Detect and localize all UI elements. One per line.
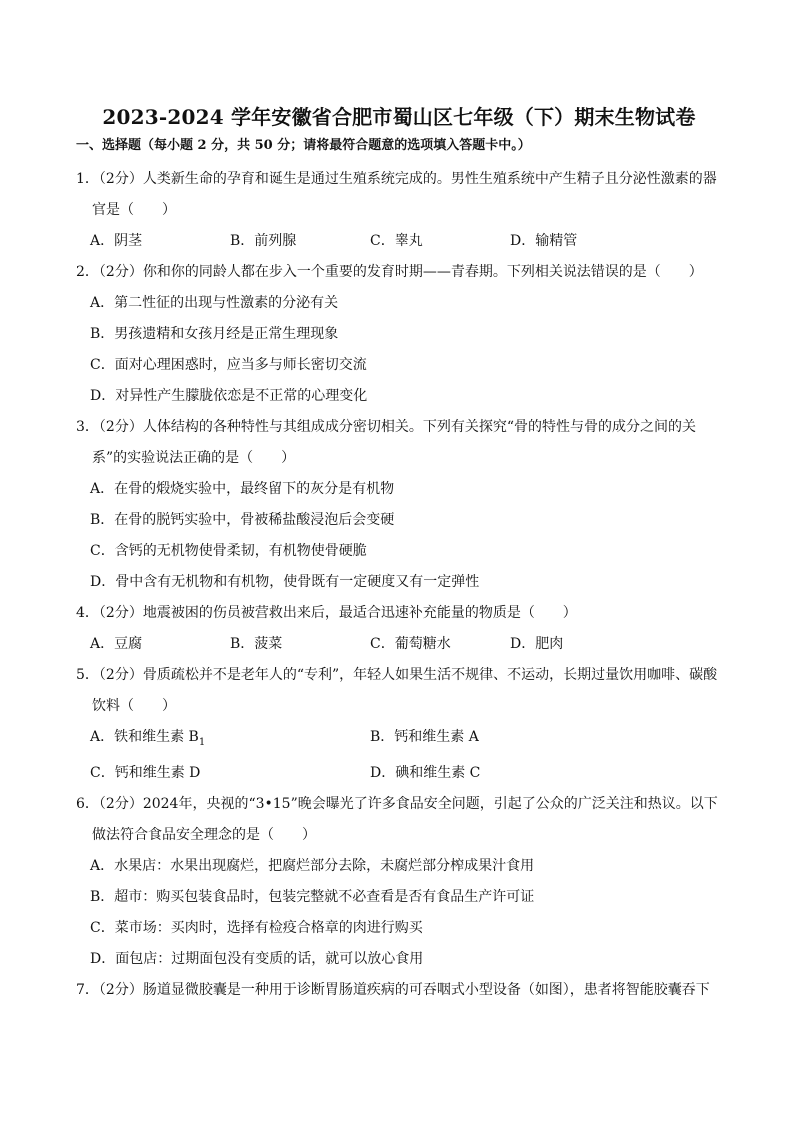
option-a: A．第二性征的出现与性激素的分泌有关 <box>90 295 339 311</box>
question-3 <box>76 412 722 598</box>
option-a-text: A．铁和维生素 B <box>90 729 199 745</box>
option-b: B．前列腺 <box>230 233 297 249</box>
option-d: D．碘和维生素 C <box>370 764 481 781</box>
question-1 <box>76 164 722 257</box>
options-row <box>76 629 722 660</box>
option-a: A．水果店：水果出现腐烂，把腐烂部分去除，未腐烂部分榨成果汁食用 <box>90 857 535 874</box>
options-list <box>76 288 722 412</box>
question-stem: 5．（2分）骨质疏松并不是老年人的“专利”，年轻人如果生活不规律、不运动，长期过量饮用咖啡、碳酸饮料（ ） <box>76 667 718 714</box>
options-grid <box>76 722 722 789</box>
question-stem: 7．（2分）肠道显微胶囊是一种用于诊断胃肠道疾病的可吞咽式小型设备（如图），患者将智能胶囊吞下 <box>76 981 710 998</box>
option-d: D．对异性产生朦胧依恋是不正常的心理变化 <box>90 388 368 404</box>
question-2 <box>76 257 722 412</box>
option-a: A．阴茎 <box>90 233 143 249</box>
question-6 <box>76 789 722 975</box>
question-stem: 1．（2分）人类新生命的孕育和诞生是通过生殖系统完成的。男性生殖系统中产生精子且分泌性激素的器官是（ ） <box>76 171 717 218</box>
option-b: B．菠菜 <box>230 636 283 652</box>
question-5 <box>76 660 722 789</box>
question-stem: 4．（2分）地震被困的伤员被营救出来后，最适合迅速补充能量的物质是（ ） <box>76 605 577 621</box>
subscript: 1 <box>198 736 206 748</box>
options-list <box>76 851 722 975</box>
question-stem: 6．（2分）2024年，央视的“3•15”晚会曝光了许多食品安全问题，引起了公众的广泛关注和热议。以下做法符合食品安全理念的是（ ） <box>76 795 718 843</box>
question-7 <box>76 975 722 1006</box>
option-b: B．钙和维生素 A <box>370 729 479 745</box>
option-c: C．含钙的无机物使骨柔韧，有机物使骨硬脆 <box>90 543 367 559</box>
option-c: C．钙和维生素 D <box>90 764 201 781</box>
option-b: B．男孩遗精和女孩月经是正常生理现象 <box>90 326 339 342</box>
option-c: C．菜市场：买肉时，选择有检疫合格章的肉进行购买 <box>90 919 423 936</box>
option-a: A．在骨的煅烧实验中，最终留下的灰分是有机物 <box>90 481 395 497</box>
options-list <box>76 474 722 598</box>
option-d: D．肥肉 <box>510 636 564 652</box>
option-b: B．超市：购买包装食品时，包装完整就不必查看是否有食品生产许可证 <box>90 888 535 905</box>
section-heading: 一、选择题（每小题 2 分，共 50 分；请将最符合题意的选项填入答题卡中。） <box>76 138 531 153</box>
question-4 <box>76 598 722 660</box>
option-d: D．骨中含有无机物和有机物，使骨既有一定硬度又有一定弹性 <box>90 574 480 590</box>
options-row <box>76 226 722 257</box>
option-a: A．豆腐 <box>90 636 143 652</box>
option-c: C．睾丸 <box>370 233 423 249</box>
option-d: D．面包店：过期面包没有变质的话，就可以放心食用 <box>90 950 424 967</box>
option-d: D．输精管 <box>510 233 578 249</box>
option-c: C．面对心理困惑时，应当多与师长密切交流 <box>90 357 367 373</box>
option-c: C．葡萄糖水 <box>370 636 451 652</box>
option-b: B．在骨的脱钙实验中，骨被稀盐酸浸泡后会变硬 <box>90 512 395 528</box>
exam-title: 2023-2024 学年安徽省合肥市蜀山区七年级（下）期末生物试卷 <box>102 105 696 129</box>
question-stem: 2．（2分）你和你的同龄人都在步入一个重要的发育时期——青春期。下列相关说法错误的是（ ） <box>76 264 703 280</box>
option-a <box>90 722 370 758</box>
question-stem: 3．（2分）人体结构的各种特性与其组成成分密切相关。下列有关探究“骨的特性与骨的成分之间的关系”的实验说法正确的是（ ） <box>76 419 696 466</box>
